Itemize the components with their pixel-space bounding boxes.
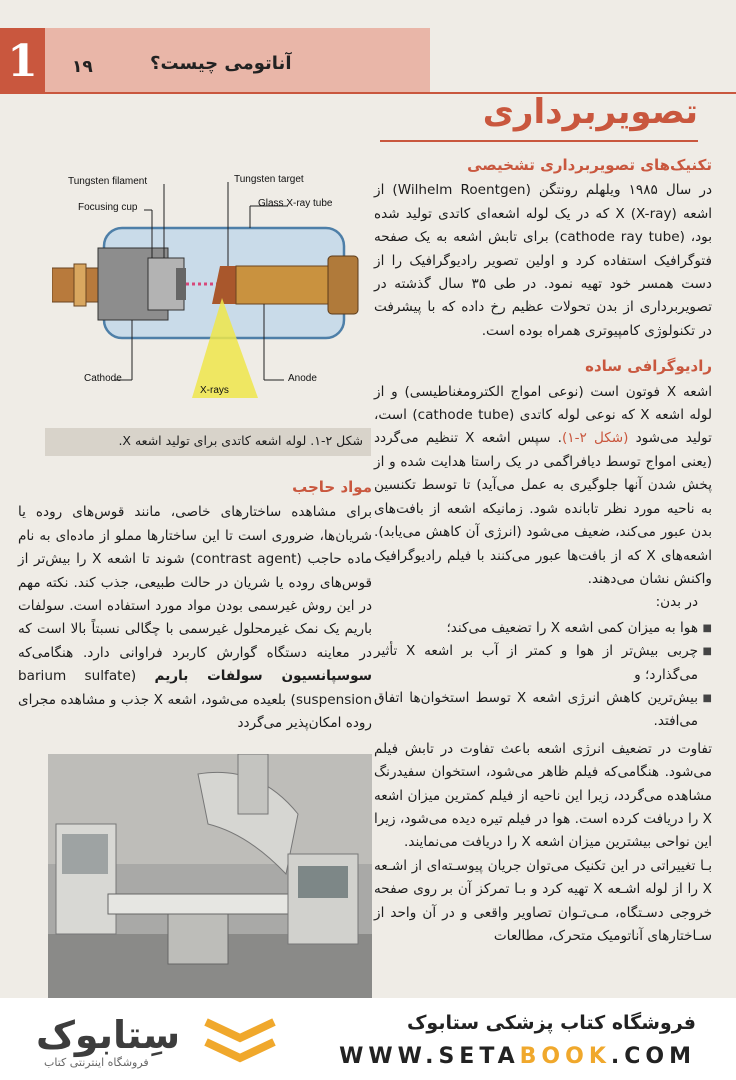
label-focusing-cup: Focusing cup [78, 202, 138, 213]
xray-tube-figure [52, 168, 368, 418]
photo-monitor [62, 834, 108, 874]
label-glass-tube: Glass X-ray tube [258, 198, 333, 209]
list-item: ■ چربی بیش‌تر از هوا و کمتر از آب بر اشعه X تأثیر می‌گذارد؛ و [374, 640, 712, 687]
section-heading-diagnostic: تکنیک‌های تصویربرداری تشخیصی [467, 156, 712, 174]
chevron-stroke [206, 1022, 274, 1038]
url-part-b: BOOK [519, 1044, 611, 1069]
photo-table-base [168, 914, 228, 964]
section-heading-contrast: مواد حاجب [292, 478, 372, 496]
chapter-title: آناتومی چیست؟ [150, 53, 292, 74]
url-part-c: .COM [610, 1044, 696, 1069]
paragraph-contrast [18, 501, 372, 735]
contrast-text-b: (barium sulfate suspension) بلعیده می‌شود، اشعه X جذب و مشاهده مجرای روده امکان‌پذیر می‌گردد [18, 668, 372, 732]
label-tungsten-target: Tungsten target [234, 174, 304, 185]
paragraph-fluoroscopy: بـا تغییراتی در این تکنیک می‌توان جریان پیوسـته‌ای از اشـعه X را از لوله اشـعه X تهیه کرد و بـا تمرکز آن بر روی صفحه خروجی دسـتگاه، مـی‌تـوان تصاویر واقعی و در آن واحد از سـاختارهای آناتومیک متحرک، مطالعات [374, 857, 712, 944]
figure-reference: (شکل ۲-۱) [561, 430, 629, 447]
bullet-list [374, 617, 712, 734]
url-part-a: WWW.SETA [339, 1044, 520, 1069]
title-rule [380, 140, 698, 142]
page-number: ۱۹ [72, 57, 93, 77]
list-item: ■ بیش‌ترین کاهش انرژی اشعه X توسط استخوان‌ها اتفاق می‌افتد. [374, 687, 712, 734]
contrast-bold-term: سوسپانسیون سولفات باریم [154, 668, 372, 685]
store-logo-subtitle: فروشگاه اینترنتی کتاب [44, 1056, 149, 1069]
store-name: فروشگاه کتاب پزشکی ستابوک [406, 1012, 696, 1034]
main-title: تصویربرداری [482, 92, 698, 132]
filament-shape [176, 268, 186, 300]
list-intro: در بدن: [655, 594, 698, 611]
paragraph-attenuation: تفاوت در تضعیف انرژی اشعه باعث تفاوت در تابش فیلم می‌شود. هنگامی‌که فیلم ظاهر می‌شود، استخوان سفیدرنگ مشاهده می‌گردد، زیرا این ناحیه از فیلم کمترین میزان اشعه X را دریافت کرده است. هوا در فیلم تیره دیده می‌شود، زیرا این نواحی بیشترین میزان اشعه X را دریافت می‌نمایند. [373, 740, 712, 851]
photo-illustration [48, 754, 372, 998]
photo-ceiling-mount [238, 754, 268, 814]
store-logo-text: سِتابوک [36, 1013, 181, 1057]
chapter-number: 1 [0, 28, 45, 94]
page-header [0, 0, 736, 92]
photo-screen [298, 866, 348, 898]
list-item: ■ هوا به میزان کمی اشعه X را تضعیف می‌کند؛ [374, 617, 712, 640]
store-footer [0, 998, 736, 1080]
anode-cap [328, 256, 358, 314]
left-column [18, 470, 372, 735]
photo-table [108, 894, 308, 914]
chevron-stroke [206, 1042, 274, 1058]
store-url[interactable] [339, 1044, 696, 1069]
label-tungsten-filament: Tungsten filament [68, 176, 148, 187]
paragraph-diagnostic: در سال ۱۹۸۵ ویلهلم رونتگن (Wilhelm Roentgen) از اشعه X (X-ray) که در یک لوله اشعه‌ای کاتدی تولید شده بود، (cathode ray tube) برای تابش اشعه به یک صفحه فتوگرافیک استفاده کرد و اولین تصویر رادیوگرافیک را از دست همسر خود تهیه نمود. در طی ۳۵ سال گذشته در تصویربرداری از بدن تحولات عظیم رخ داده که با پیشرفت در تکنولوژی کامپیوتری همراه بوده است. [374, 182, 712, 339]
label-cathode: Cathode [84, 373, 122, 384]
radiography-text-b: . سپس اشعه X تنظیم می‌گردد (یعنی امواج توسط دیافراگمی در یک راستا هدایت شده و از پخش شدن آنها جلوگیری به عمل می‌آید) تا توسط تکنسین به ناحیه مورد نظر تابانده شود. زمانیکه اشعه از بافت‌های بدن عبور می‌کند، ضعیف می‌شود (انرژی آن کاهش می‌یابد). اشعه‌های X که از بافت‌ها عبور می‌کنند با فیلم رادیوگرافیک واکنش نشان می‌دهند. [374, 430, 712, 587]
figure-caption: شکل ۲-۱. لوله اشعه کاتدی برای تولید اشعه X. [45, 428, 371, 456]
chevron-logo-icon [200, 1016, 280, 1068]
radiography-text-a: اشعه X فوتون است (نوعی امواج الکترومغناطیسی) و از لوله اشعه X که نوعی لوله کاتدی (cathode tube) است، تولید می‌شود [374, 383, 712, 447]
right-column [374, 148, 712, 948]
paragraph-radiography [374, 381, 712, 592]
label-xrays: X-rays [200, 385, 229, 396]
angiography-room-photo [48, 754, 372, 998]
section-heading-radiography: رادیوگرافی ساده [585, 357, 712, 376]
cathode-ring [74, 264, 86, 306]
contrast-text-a: برای مشاهده ساختارهای خاصی، مانند قوس‌های روده یا شریان‌ها، ضروری است تا این ساختارها مملو از ماده‌ای به نام ماده حاجب (contrast agent) شوند تا اشعه X را بیش‌تر از قوس‌های روده یا شریان در حالت طبیعی، جذب کند. نکته مهم در این روش غیرسمی بودن مواد مورد استفاده است. سولفات باریم یک نمک غیرمحلول غیرسمی با چگالی نسبتاً بالا است که در معاینه دستگاه گوارش کاربرد فراوانی دارد. هنگامی‌که [18, 504, 373, 661]
label-anode: Anode [288, 373, 317, 384]
